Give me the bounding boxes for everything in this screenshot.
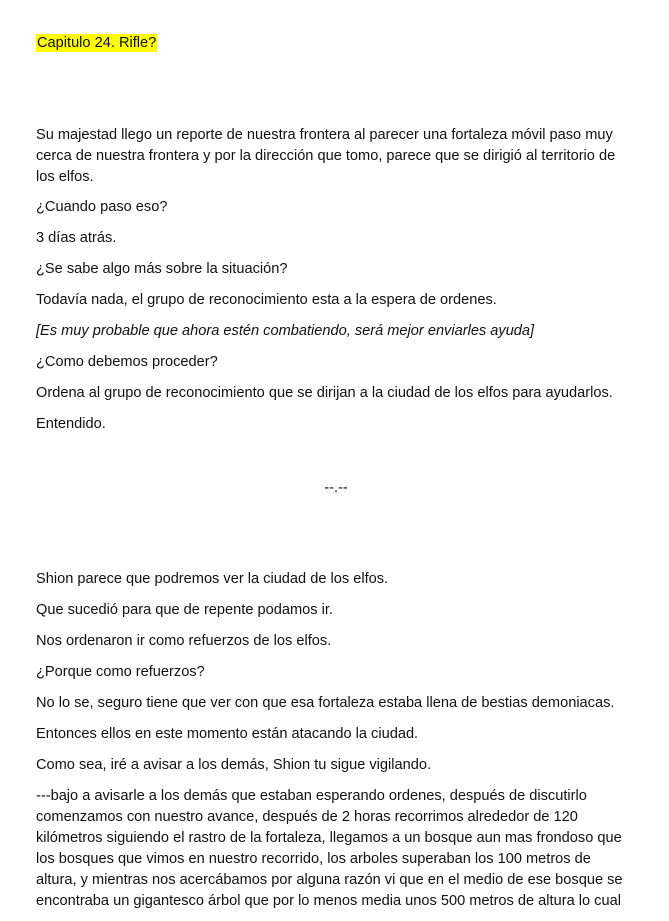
paragraph-attacking-city: Entonces ellos en este momento están atacando la ciudad. — [36, 726, 419, 742]
paragraph-line: Su majestad llego un reporte de nuestra frontera al parecer una fortaleza móvil paso muy — [36, 127, 613, 143]
paragraph-line: kilómetros siguiendo el rastro de la fortaleza, llegamos a un bosque aun mas frondoso que — [36, 830, 622, 846]
paragraph-shion-city: Shion parece que podremos ver la ciudad de los elfos. — [36, 571, 389, 587]
paragraph-thought: [Es muy probable que ahora estén combatiendo, será mejor enviarles ayuda] — [36, 323, 535, 339]
paragraph-report — [36, 125, 636, 188]
paragraph-line: ---bajo a avisarle a los demás que estaban esperando ordenes, después de discutirlo — [36, 788, 587, 804]
paragraph-line: los bosques que vimos en nuestro recorrido, los arboles superaban los 100 metros de — [36, 851, 591, 867]
paragraph-line: comenzamos con nuestro avance, después de 2 horas recorrimos alrededor de 120 — [36, 809, 578, 825]
paragraph-understood: Entendido. — [36, 416, 106, 432]
paragraph-line: cerca de nuestra frontera y por la dirección que tomo, parece que se dirigió al territorio de — [36, 148, 616, 164]
paragraph-what-happened: Que sucedió para que de repente podamos ir. — [36, 602, 333, 618]
paragraph-fortress-beasts: No lo se, seguro tiene que ver con que esa fortaleza estaba llena de bestias demoniacas. — [36, 695, 615, 711]
paragraph-line: encontraba un gigantesco árbol que por lo menos media unos 500 metros de altura lo cual — [36, 893, 621, 909]
paragraph-why-reinforcements: ¿Porque como refuerzos? — [36, 664, 205, 680]
paragraph-line: los elfos. — [36, 169, 94, 185]
paragraph-question-situation: ¿Se sabe algo más sobre la situación? — [36, 261, 288, 277]
paragraph-line: altura, y mientras nos acercábamos por alguna razón vi que en el medio de ese bosque se — [36, 872, 623, 888]
paragraph-answer-nothing: Todavía nada, el grupo de reconocimiento esta a la espera de ordenes. — [36, 292, 497, 308]
paragraph-reinforcements: Nos ordenaron ir como refuerzos de los elfos. — [36, 633, 332, 649]
chapter-title: Capitulo 24. Rifle? — [37, 35, 157, 51]
paragraph-question-when: ¿Cuando paso eso? — [36, 199, 168, 215]
paragraph-order: Ordena al grupo de reconocimiento que se dirijan a la ciudad de los elfos para ayudarlos. — [36, 385, 613, 401]
paragraph-question-proceed: ¿Como debemos proceder? — [36, 354, 218, 370]
paragraph-go-warn: Como sea, iré a avisar a los demás, Shion tu sigue vigilando. — [36, 757, 432, 773]
paragraph-narration — [36, 786, 636, 912]
scene-separator: --.-- — [324, 480, 348, 496]
paragraph-answer-days: 3 días atrás. — [36, 230, 117, 246]
